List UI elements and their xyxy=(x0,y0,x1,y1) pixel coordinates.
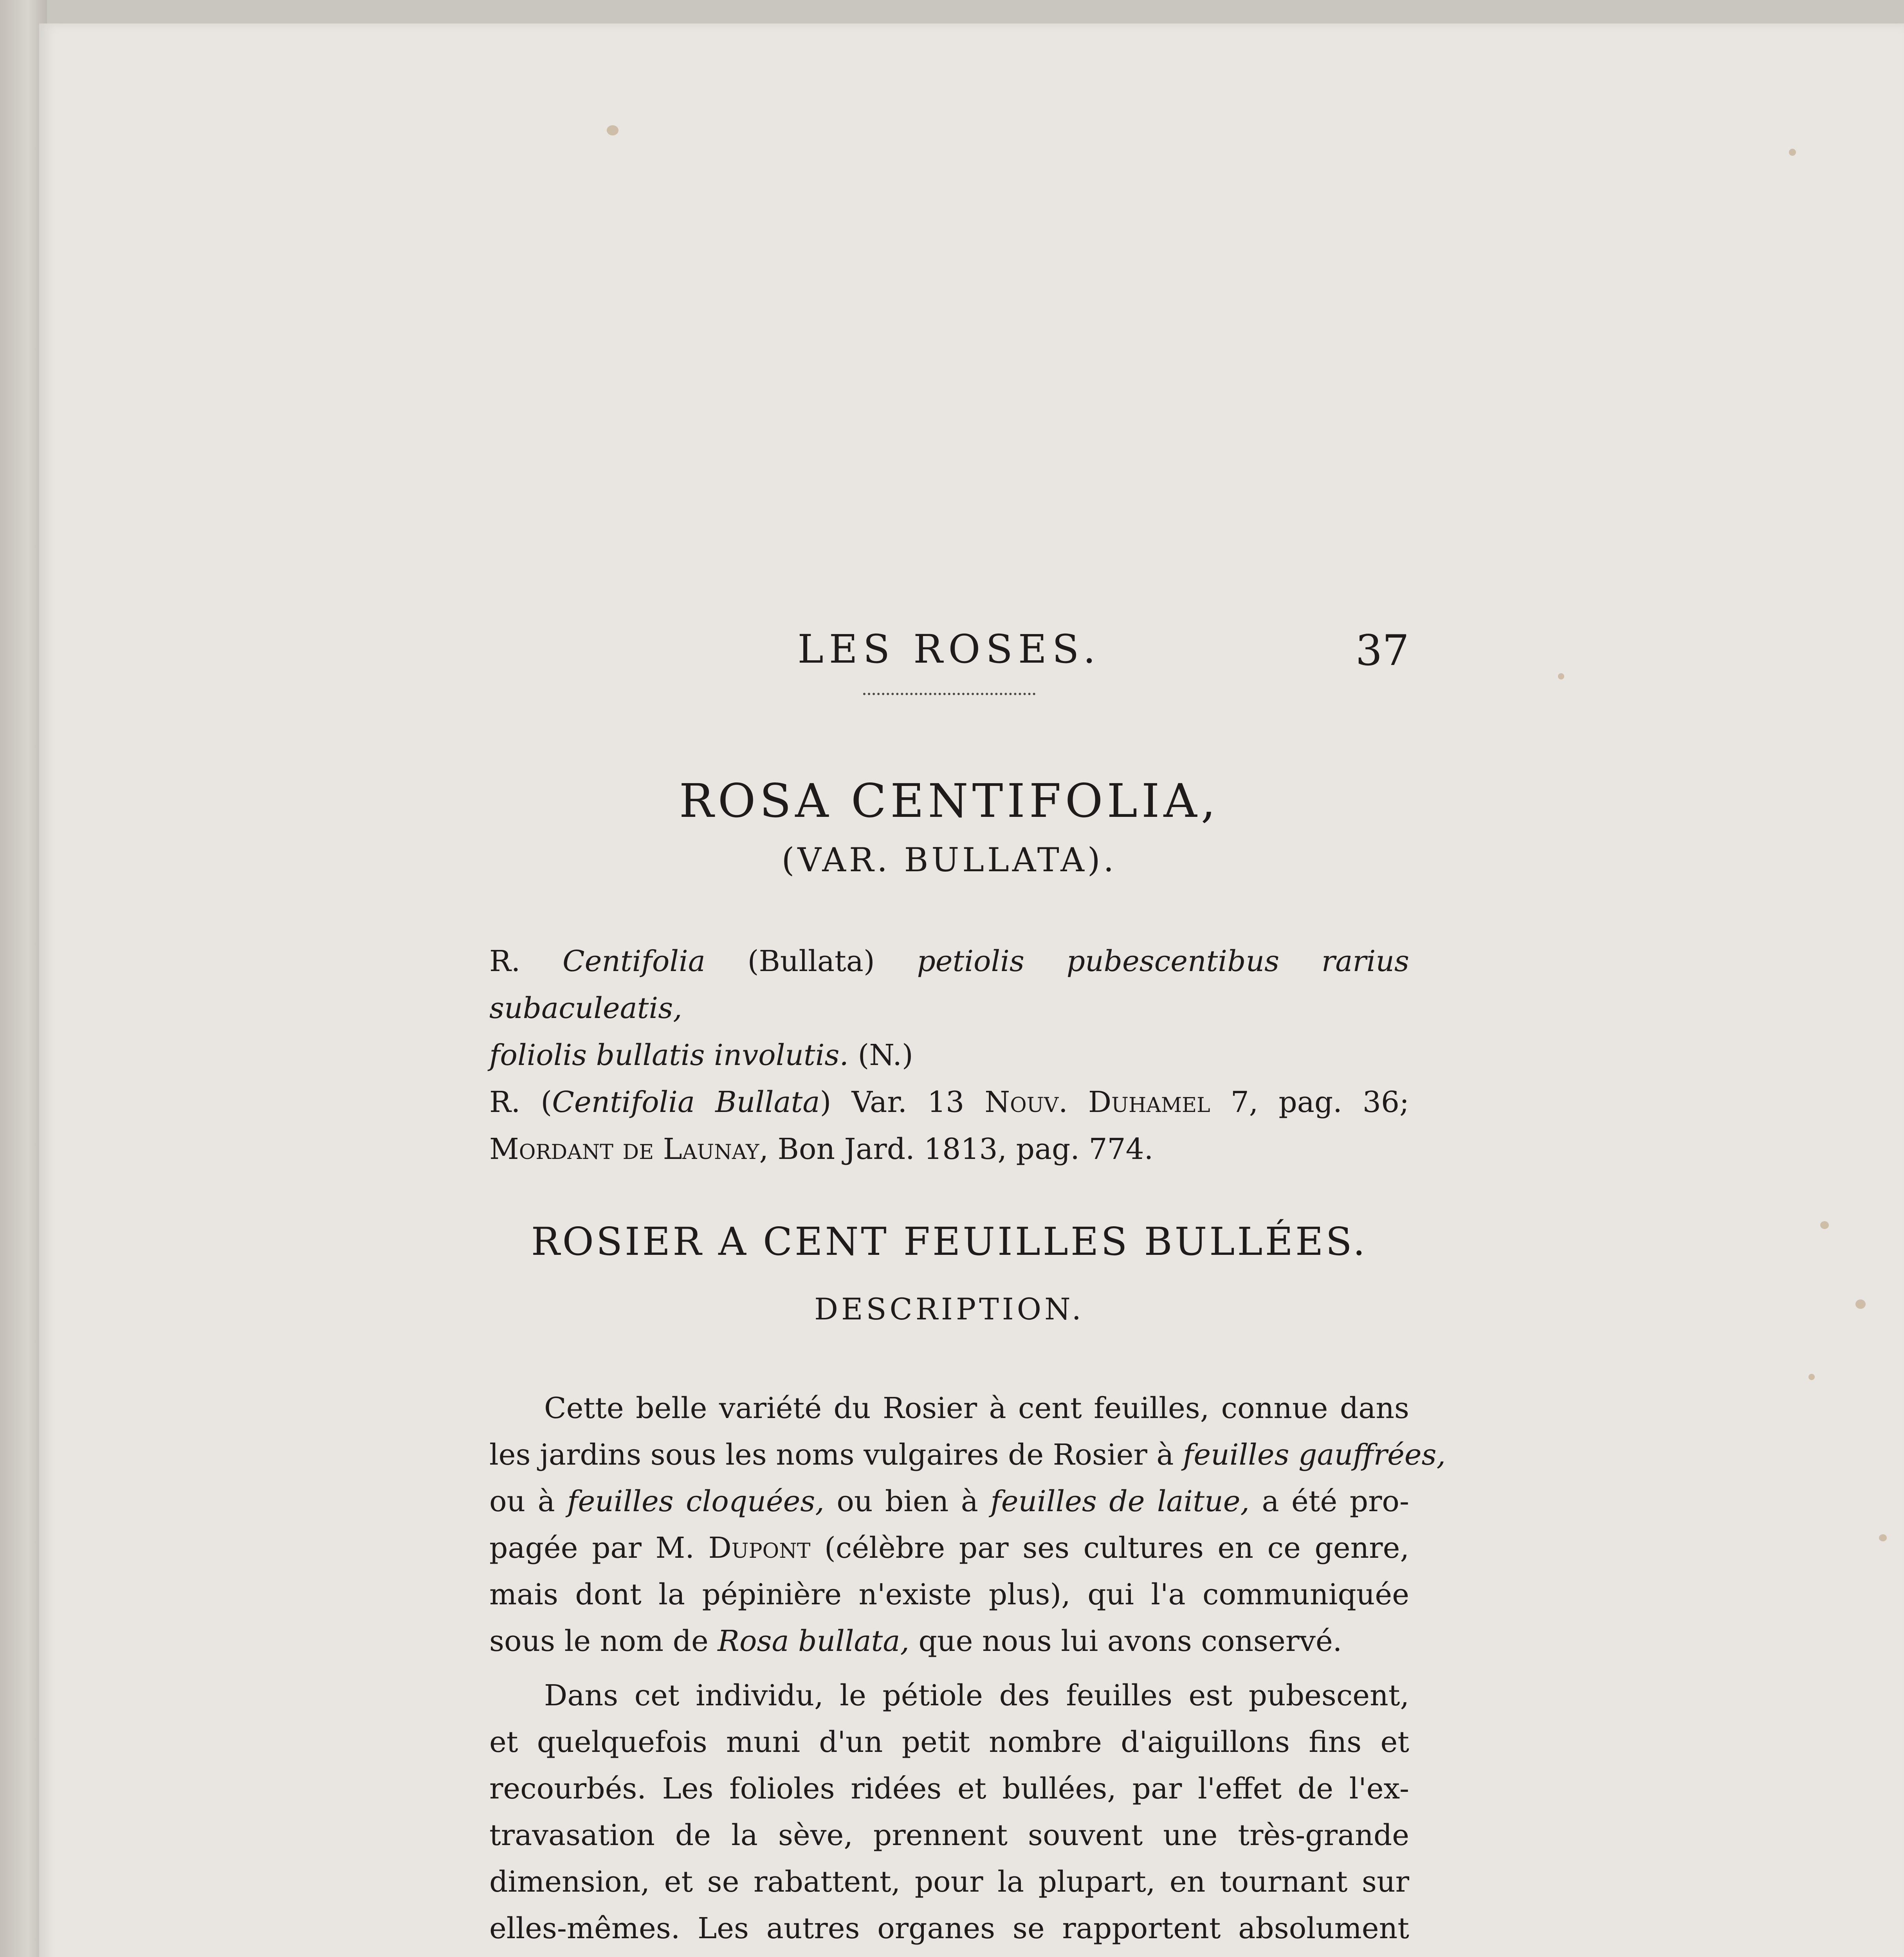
text-line: Dans cet individu, le pétiole des feuilles est pubescent, xyxy=(544,1678,1409,1712)
text-run: (célèbre par ses cultures en ce genre, xyxy=(810,1531,1409,1565)
synonym-text: R. xyxy=(489,944,563,978)
synonym-text xyxy=(1068,1085,1088,1119)
foxing-spot xyxy=(1879,1534,1887,1541)
page-number: 37 xyxy=(1355,626,1409,675)
foxing-spot xyxy=(1558,673,1564,679)
synonym-italic: petiolis pubescentibus rarius subaculeatis, xyxy=(489,944,1409,1025)
synonym-line xyxy=(489,938,1409,1032)
foxing-spot xyxy=(1808,1374,1815,1380)
foxing-spot xyxy=(607,125,618,135)
text-line xyxy=(489,1525,1409,1571)
variety-subtitle: (VAR. BULLATA). xyxy=(781,840,1117,879)
synonym-line xyxy=(489,1032,1409,1079)
running-head xyxy=(489,626,1409,677)
synonym-line xyxy=(489,1079,1409,1126)
dotted-rule xyxy=(863,693,1035,695)
page-content xyxy=(489,626,1446,1957)
text-line: travasation de la sève, prennent souvent une très-grande xyxy=(489,1818,1409,1852)
text-run: les jardins sous les noms vulgaires de Rosier à xyxy=(489,1438,1183,1472)
author-name: Mordant de Launay xyxy=(489,1132,759,1166)
foxing-spot xyxy=(1789,149,1796,156)
synonymy-block xyxy=(489,938,1409,1173)
text-line xyxy=(489,1618,1409,1665)
synonym-smallcaps: Nouv. xyxy=(984,1085,1068,1119)
text-italic: Rosa bullata, xyxy=(718,1624,910,1658)
running-title: LES ROSES. xyxy=(797,626,1101,672)
synonym-text: 7, pag. 36; xyxy=(1210,1085,1409,1119)
synonym-text: R. ( xyxy=(489,1085,552,1119)
paragraph xyxy=(489,1385,1446,1665)
description-body xyxy=(489,1385,1446,1957)
synonym-italic: foliolis bullatis involutis. xyxy=(489,1038,849,1072)
text-run: sous le nom de xyxy=(489,1624,718,1658)
text-italic: feuilles gauffrées, xyxy=(1183,1438,1446,1472)
foxing-spot xyxy=(1855,1299,1866,1309)
synonym-line xyxy=(489,1126,1409,1173)
text-line: elles-mêmes. Les autres organes se rapportent absolument xyxy=(489,1911,1409,1945)
text-line: recourbés. Les folioles ridées et bullées, par l'effet de l'ex- xyxy=(489,1771,1409,1806)
synonym-text: (Bullata) xyxy=(705,944,917,978)
synonym-text: , Bon Jard. 1813, pag. 774. xyxy=(759,1132,1154,1166)
text-line: dimension, et se rabattent, pour la plupart, en tournant sur xyxy=(489,1865,1409,1899)
text-line xyxy=(489,1952,1409,1957)
text-run: pagée par M. xyxy=(489,1531,709,1565)
french-title: ROSIER A CENT FEUILLES BULLÉES. xyxy=(531,1219,1368,1264)
text-run: a été pro- xyxy=(1250,1484,1409,1518)
synonym-italic: Centifolia xyxy=(562,944,705,978)
latin-title: ROSA CENTIFOLIA, xyxy=(679,774,1220,828)
text-run: ou à xyxy=(489,1484,568,1518)
text-italic: feuilles de laitue, xyxy=(990,1484,1250,1518)
foxing-spot xyxy=(1820,1221,1829,1229)
text-line: et quelquefois muni d'un petit nombre d'aiguillons fins et xyxy=(489,1725,1409,1759)
paragraph xyxy=(489,1672,1409,1957)
author-name: Duhamel xyxy=(1088,1085,1210,1119)
synonym-italic: Centifolia Bullata xyxy=(552,1085,820,1119)
description-heading: DESCRIPTION. xyxy=(814,1291,1084,1326)
text-run: ou bien à xyxy=(824,1484,991,1518)
person-name: Dupont xyxy=(708,1531,811,1565)
synonym-text: (N.) xyxy=(848,1038,913,1072)
synonym-text: ) Var. 13 xyxy=(820,1085,985,1119)
text-run: que nous lui avons conservé. xyxy=(909,1624,1342,1658)
text-italic: feuilles cloquées, xyxy=(567,1484,824,1518)
text-line xyxy=(489,1432,1446,1478)
text-line: mais dont la pépinière n'existe plus), qui l'a communiquée xyxy=(489,1577,1409,1611)
text-line: Cette belle variété du Rosier à cent feuilles, connue dans xyxy=(544,1391,1409,1425)
text-line xyxy=(489,1478,1409,1525)
